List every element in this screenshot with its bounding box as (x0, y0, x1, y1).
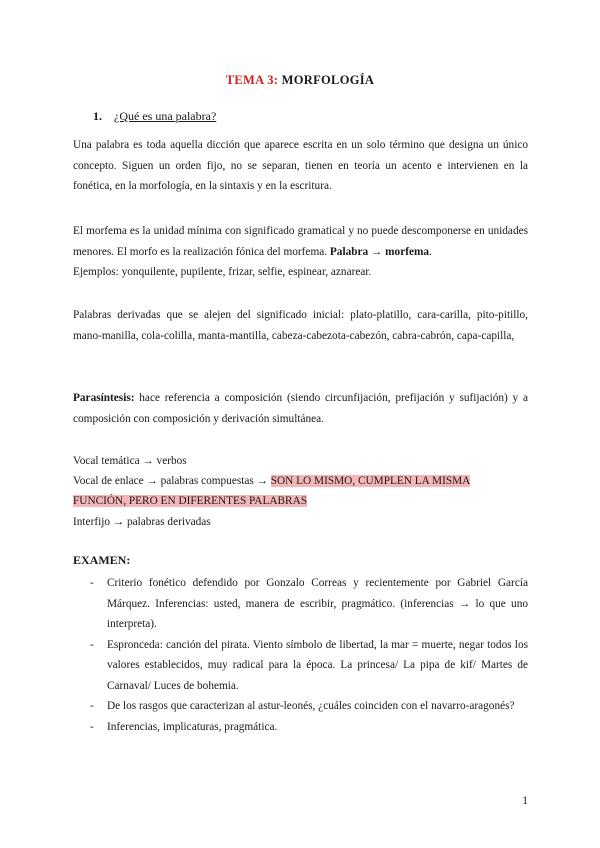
list-item: - De los rasgos que caracterizan al astur-leonés, ¿cuáles coinciden con el navarro-aragonés? (73, 696, 528, 717)
paragraph-parasintesis (73, 388, 528, 429)
interfijo-line: Interfijo → palabras derivadas (73, 516, 211, 528)
exam-list (73, 573, 528, 737)
list-item: - Criterio fonético defendido por Gonzalo Correas y recientemente por Gabriel García Márquez. Inferencias: usted, manera de escribir, pragmático. (inferencias → lo que uno interpreta). (73, 573, 528, 635)
page-title (0, 73, 600, 88)
title-prefix: TEMA 3: (225, 73, 279, 87)
section-title: ¿Qué es una palabra? (114, 109, 217, 123)
morfema-end: . (429, 245, 432, 258)
morfema-text: El morfema es la unidad mínima con significado gramatical y no puede descomponerse en unidades menores. El morfo es la realización fónica del morfema. (73, 225, 528, 258)
bullet-dash: - (90, 720, 94, 733)
highlight-text-2: FUNCIÓN, PERO EN DIFERENTES PALABRAS (73, 495, 308, 507)
bullet-dash: - (90, 638, 94, 651)
parasintesis-term: Parasíntesis: (73, 392, 135, 404)
bullet-dash: - (90, 577, 94, 589)
vocal-enlace-prefix: Vocal de enlace → palabras compuestas → (73, 475, 271, 487)
vocal-enlace-line (73, 471, 470, 492)
morfema-examples: Ejemplos: yonquilente, pupilente, frizar, selfie, espinear, aznarear. (73, 266, 372, 278)
paragraph-definition: Una palabra es toda aquella dicción que aparece escrita en un solo término que designa un único concepto. Siguen un orden fijo, no se separan, tienen en teoría un acento e intervienen en la fonética, en la morfología, en la sintaxis y en la escritura. (73, 139, 528, 192)
list-item: - Espronceda: canción del pirata. Viento símbolo de libertad, la mar = muerte, negar todos los valores establecidos, muy radical para la época. La princesa/ La pipa de kif/ Martes de Carnaval/ Luces de bohemia. (73, 635, 528, 697)
paragraph-derivadas: Palabras derivadas que se alejen del significado inicial: plato-platillo, cara-carilla, pito-pitillo, mano-manilla, cola-colilla, manta-mantilla, cabeza-cabezota-cabezón, cabra-cabrón, capa-capilla, (73, 309, 528, 342)
section-number: 1. (93, 109, 102, 123)
parasintesis-text: hace referencia a composición (siendo circunfijación, prefijación y sufijación) y a composición con composición y derivación simultánea. (73, 392, 528, 425)
vocal-tematica-line: Vocal temática → verbos (73, 455, 187, 467)
highlight-line-2 (73, 491, 307, 512)
page-number: 1 (522, 795, 528, 807)
morfema-bold: Palabra → morfema (329, 245, 430, 258)
bullet-dash: - (90, 700, 94, 712)
title-rest: MORFOLOGÍA (278, 73, 375, 87)
section-heading (93, 109, 216, 124)
highlight-text-1: SON LO MISMO, CUMPLEN LA MISMA (270, 475, 471, 487)
paragraph-morfema (73, 221, 528, 283)
exam-heading: EXAMEN: (73, 553, 131, 567)
list-item: - Inferencias, implicaturas, pragmática. (73, 717, 528, 738)
